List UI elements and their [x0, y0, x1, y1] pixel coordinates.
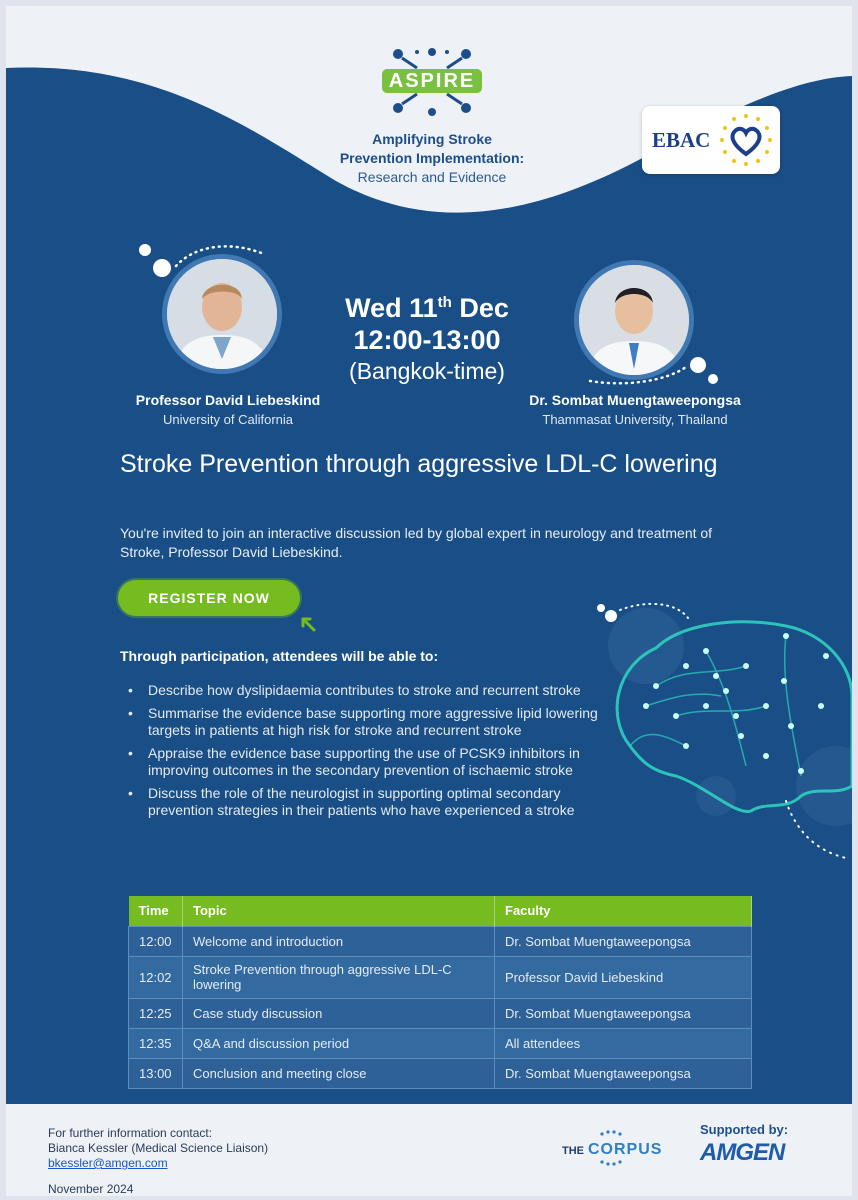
publication-date: November 2024 [48, 1182, 134, 1196]
contact-label: For further information contact: [48, 1126, 213, 1140]
tagline-line-2: Prevention Implementation: [339, 150, 525, 166]
brain-network-icon [586, 596, 852, 916]
column-header-topic: Topic [183, 896, 495, 926]
bullet-icon: • [128, 785, 133, 801]
speaker-name-2: Dr. Sombat Muengtaweepongsa [529, 392, 741, 408]
ebac-logo-text: EBAC [652, 128, 711, 152]
objective-text: Discuss the role of the neurologist in supporting optimal secondary prevention strategies in their patients who have experienced a stroke [148, 785, 575, 818]
agenda-faculty: Dr. Sombat Muengtaweepongsa [495, 998, 752, 1028]
event-datetime [322, 292, 532, 386]
agenda-faculty: Dr. Sombat Muengtaweepongsa [495, 926, 752, 956]
event-date-ordinal: th [437, 294, 452, 311]
agenda-time: 12:00 [129, 926, 183, 956]
contact-email-link[interactable]: bkessler@amgen.com [48, 1156, 168, 1170]
bullet-icon: • [128, 745, 133, 761]
agenda-faculty: Professor David Liebeskind [495, 956, 752, 998]
bullet-icon: • [128, 705, 133, 721]
agenda-table [128, 896, 752, 1089]
decorative-dots-icon [586, 341, 726, 391]
speaker-affiliation-2: Thammasat University, Thailand [542, 412, 728, 427]
list-item [120, 705, 600, 739]
event-time: 12:00-13:00 [353, 325, 501, 355]
agenda-topic: Conclusion and meeting close [183, 1058, 495, 1088]
table-header-row [129, 896, 752, 926]
supported-by-label: Supported by: [700, 1122, 789, 1137]
contact-info [48, 1126, 268, 1171]
event-date-month: Dec [451, 293, 509, 323]
tagline-line-3: Research and Evidence [357, 169, 507, 185]
agenda-topic: Welcome and introduction [183, 926, 495, 956]
bullet-icon: • [128, 682, 133, 698]
agenda-time: 12:25 [129, 998, 183, 1028]
agenda-faculty: Dr. Sombat Muengtaweepongsa [495, 1058, 752, 1088]
heart-stars-icon [718, 112, 774, 168]
table-row [129, 1028, 752, 1058]
table-row [129, 1058, 752, 1088]
person-icon [167, 259, 277, 369]
objective-text: Summarise the evidence base supporting more aggressive lipid lowering targets in patients at high risk for stroke and recurrent stroke [148, 705, 598, 738]
event-tagline [302, 130, 562, 187]
agenda-topic: Stroke Prevention through aggressive LDL-C lowering [183, 956, 495, 998]
table-row [129, 956, 752, 998]
event-date-day: Wed 11 [345, 293, 438, 323]
event-date [322, 292, 532, 324]
cursor-arrow-icon [298, 614, 318, 634]
agenda-topic: Q&A and discussion period [183, 1028, 495, 1058]
session-title: Stroke Prevention through aggressive LDL-C lowering [120, 450, 718, 478]
column-header-time: Time [129, 896, 183, 926]
speaker-affiliation-1: University of California [162, 412, 294, 427]
flyer [6, 6, 852, 1196]
column-header-faculty: Faculty [495, 896, 752, 926]
objective-text: Appraise the evidence base supporting the use of PCSK9 inhibitors in improving outcomes in the secondary prevention of ischaemic stroke [148, 745, 580, 778]
speaker-name-1: Professor David Liebeskind [135, 392, 321, 408]
list-item [120, 682, 600, 699]
agenda-time: 12:02 [129, 956, 183, 998]
agenda-time: 13:00 [129, 1058, 183, 1088]
speaker-photo-liebeskind [162, 254, 282, 374]
the-corpus-logo [562, 1128, 682, 1168]
event-timezone: (Bangkok-time) [349, 358, 505, 384]
list-item [120, 785, 600, 819]
ebac-logo [642, 106, 780, 174]
table-row [129, 926, 752, 956]
table-row [129, 998, 752, 1028]
agenda-topic: Case study discussion [183, 998, 495, 1028]
objectives-list [120, 682, 600, 825]
objective-text: Describe how dyslipidaemia contributes to stroke and recurrent stroke [148, 682, 581, 698]
corpus-logo-word: CORPUS [588, 1141, 663, 1158]
amgen-logo: AMGEN [700, 1139, 785, 1166]
aspire-logo-text: ASPIRE [382, 69, 482, 93]
agenda-time: 12:35 [129, 1028, 183, 1058]
tagline-line-1: Amplifying Stroke [372, 131, 492, 147]
contact-name: Bianca Kessler (Medical Science Liaison) [48, 1141, 269, 1155]
corpus-logo-prefix: THE [562, 1145, 584, 1157]
agenda-faculty: All attendees [495, 1028, 752, 1058]
objectives-heading: Through participation, attendees will be able to: [120, 648, 439, 664]
list-item [120, 745, 600, 779]
session-intro: You're invited to join an interactive discussion led by global expert in neurology and treatment of Stroke, Professor David Liebeskind. [120, 525, 713, 560]
register-now-button[interactable]: REGISTER NOW [118, 580, 300, 616]
